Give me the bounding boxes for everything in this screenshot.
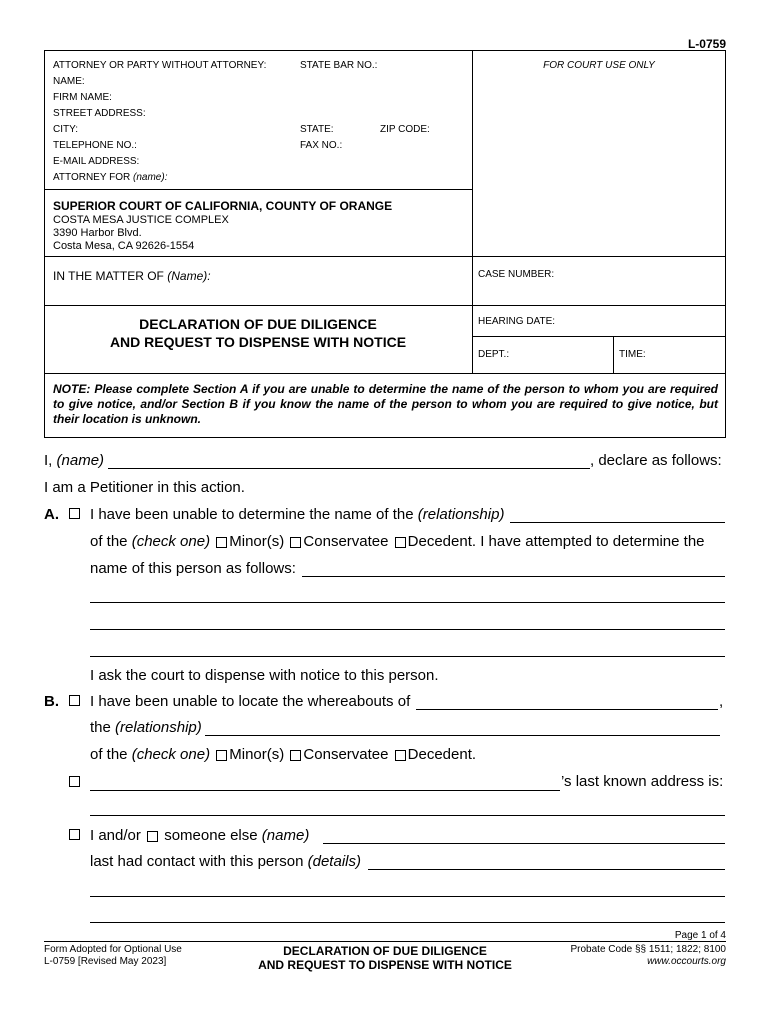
divider-title bbox=[44, 373, 726, 374]
column-divider bbox=[472, 50, 473, 373]
relationship-italic-a: (relationship) bbox=[417, 506, 505, 523]
minor-checkbox-a[interactable] bbox=[216, 537, 227, 548]
name-follows-text: name of this person as follows: bbox=[90, 560, 296, 577]
section-a-text bbox=[90, 506, 504, 523]
divider-hearing bbox=[472, 336, 726, 337]
i-andor-checkbox[interactable] bbox=[69, 829, 80, 840]
someone-else-name-field[interactable] bbox=[323, 829, 725, 844]
section-a-checkbox[interactable] bbox=[69, 508, 80, 519]
zip-label: ZIP CODE: bbox=[380, 124, 430, 135]
attorney-header: ATTORNEY OR PARTY WITHOUT ATTORNEY: bbox=[53, 60, 267, 71]
last-known-name-field[interactable] bbox=[90, 776, 560, 791]
relationship-b-field[interactable] bbox=[205, 721, 720, 736]
conservatee-label-b: Conservatee bbox=[303, 746, 389, 763]
firm-label: FIRM NAME: bbox=[53, 92, 112, 103]
relationship-a-field[interactable] bbox=[510, 508, 725, 523]
section-b-text: I have been unable to locate the whereabouts of bbox=[90, 693, 411, 710]
declarant-name-field[interactable] bbox=[108, 454, 590, 469]
form-title-line1: DECLARATION OF DUE DILIGENCE bbox=[139, 316, 377, 332]
name-label: NAME: bbox=[53, 76, 85, 87]
time-label: TIME: bbox=[619, 349, 646, 360]
attorney-for-label bbox=[53, 172, 167, 183]
dept-label: DEPT.: bbox=[478, 349, 510, 360]
attorney-for-text: ATTORNEY FOR bbox=[53, 172, 131, 183]
someone-else-checkbox[interactable] bbox=[147, 831, 158, 842]
details-field[interactable] bbox=[368, 855, 725, 870]
divider-court bbox=[44, 256, 726, 257]
someone-else-text: someone else bbox=[164, 827, 258, 844]
details-italic: (details) bbox=[307, 853, 361, 870]
details-line-2[interactable] bbox=[90, 882, 725, 897]
form-title-line2: AND REQUEST TO DISPENSE WITH NOTICE bbox=[109, 334, 407, 350]
minor-label-b: Minor(s) bbox=[229, 746, 285, 763]
last-contact-text: last had contact with this person bbox=[90, 853, 304, 870]
fax-label: FAX NO.: bbox=[300, 140, 343, 151]
whereabouts-field[interactable] bbox=[416, 695, 718, 710]
footer-right bbox=[571, 944, 727, 968]
attorney-for-italic: (name): bbox=[133, 172, 168, 183]
of-the-b: of the bbox=[90, 746, 128, 763]
page-number: Page 1 of 4 bbox=[674, 930, 726, 941]
decedent-label-b: Decedent. bbox=[407, 746, 477, 763]
petitioner-text: I am a Petitioner in this action. bbox=[44, 479, 245, 496]
court-title: SUPERIOR COURT OF CALIFORNIA, COUNTY OF ORANGE bbox=[53, 199, 393, 213]
court-complex: COSTA MESA JUSTICE COMPLEX bbox=[53, 214, 229, 226]
the-b: the bbox=[90, 719, 111, 736]
decedent-checkbox-a[interactable] bbox=[395, 537, 406, 548]
name-follows-line-3[interactable] bbox=[90, 615, 725, 630]
minor-label-a: Minor(s) bbox=[229, 533, 285, 550]
matter-label bbox=[53, 269, 211, 283]
footer-title bbox=[225, 944, 545, 972]
i-andor-row bbox=[90, 827, 309, 844]
decedent-checkbox-b[interactable] bbox=[395, 750, 406, 761]
note-text: NOTE: Please complete Section A if you are unable to determine the name of the person to whom you are required to give notice, and/or Section B if you know the name of the person to whom you are required to give notice, but their location is unknown. bbox=[53, 382, 718, 426]
section-a-label: A. bbox=[44, 506, 59, 523]
check-one-row-a bbox=[90, 533, 705, 550]
section-b-checkbox[interactable] bbox=[69, 695, 80, 706]
hearing-date-label: HEARING DATE: bbox=[478, 316, 556, 327]
last-known-checkbox[interactable] bbox=[69, 776, 80, 787]
divider-matter bbox=[44, 305, 726, 306]
form-title bbox=[44, 315, 472, 351]
section-a-sentence: I have been unable to determine the name of the bbox=[90, 506, 414, 523]
whereabouts-comma: , bbox=[719, 693, 724, 710]
case-number-label: CASE NUMBER: bbox=[478, 269, 555, 280]
the-relationship-b bbox=[90, 719, 202, 736]
email-label: E-MAIL ADDRESS: bbox=[53, 156, 140, 167]
footer-title-line1: DECLARATION OF DUE DILIGENCE bbox=[283, 944, 487, 958]
court-website: www.occourts.org bbox=[647, 956, 726, 967]
last-known-text: ’s last known address is: bbox=[561, 773, 724, 790]
someone-else-name-italic: (name) bbox=[261, 827, 310, 844]
footer-title-line2: AND REQUEST TO DISPENSE WITH NOTICE bbox=[258, 958, 512, 972]
conservatee-label-a: Conservatee bbox=[303, 533, 389, 550]
declare-text: , declare as follows: bbox=[590, 452, 722, 469]
revised-text: L-0759 [Revised May 2023] bbox=[44, 956, 167, 967]
footer-rule bbox=[44, 941, 726, 942]
ask-dispense-text: I ask the court to dispense with notice to this person. bbox=[90, 667, 439, 684]
declarant-label bbox=[44, 452, 104, 469]
check-one-b: (check one) bbox=[131, 746, 211, 763]
last-known-address-field[interactable] bbox=[90, 801, 725, 816]
state-label: STATE: bbox=[300, 124, 334, 135]
name-follows-field[interactable] bbox=[302, 562, 725, 577]
i-andor-text: I and/or bbox=[90, 827, 141, 844]
divider-attorney bbox=[44, 189, 472, 190]
street-label: STREET ADDRESS: bbox=[53, 108, 146, 119]
of-the-a: of the bbox=[90, 533, 128, 550]
relationship-italic-b: (relationship) bbox=[115, 719, 202, 736]
i-label: I, bbox=[44, 452, 53, 469]
conservatee-checkbox-a[interactable] bbox=[290, 537, 301, 548]
last-contact-row bbox=[90, 853, 361, 870]
details-line-3[interactable] bbox=[90, 908, 725, 923]
form-code: L-0759 bbox=[687, 37, 726, 51]
check-one-row-b bbox=[90, 746, 476, 763]
adopted-text: Form Adopted for Optional Use bbox=[44, 944, 182, 955]
i-name-italic: (name) bbox=[56, 452, 105, 469]
name-follows-line-2[interactable] bbox=[90, 588, 725, 603]
probate-code: Probate Code §§ 1511; 1822; 8100 bbox=[570, 944, 726, 955]
court-street: 3390 Harbor Blvd. bbox=[53, 227, 142, 239]
court-city: Costa Mesa, CA 92626-1554 bbox=[53, 240, 195, 252]
matter-text: IN THE MATTER OF bbox=[53, 269, 164, 283]
minor-checkbox-b[interactable] bbox=[216, 750, 227, 761]
decedent-label-a: Decedent. I have attempted to determine the bbox=[407, 533, 705, 550]
section-b-label: B. bbox=[44, 693, 59, 710]
court-use-label: FOR COURT USE ONLY bbox=[543, 60, 655, 71]
divider-dept-time bbox=[613, 336, 614, 373]
state-bar-label: STATE BAR NO.: bbox=[300, 60, 378, 71]
footer-left bbox=[44, 944, 182, 968]
telephone-label: TELEPHONE NO.: bbox=[53, 140, 137, 151]
check-one-a: (check one) bbox=[131, 533, 211, 550]
name-follows-line-4[interactable] bbox=[90, 642, 725, 657]
matter-italic: (Name): bbox=[167, 269, 211, 283]
conservatee-checkbox-b[interactable] bbox=[290, 750, 301, 761]
city-label: CITY: bbox=[53, 124, 79, 135]
